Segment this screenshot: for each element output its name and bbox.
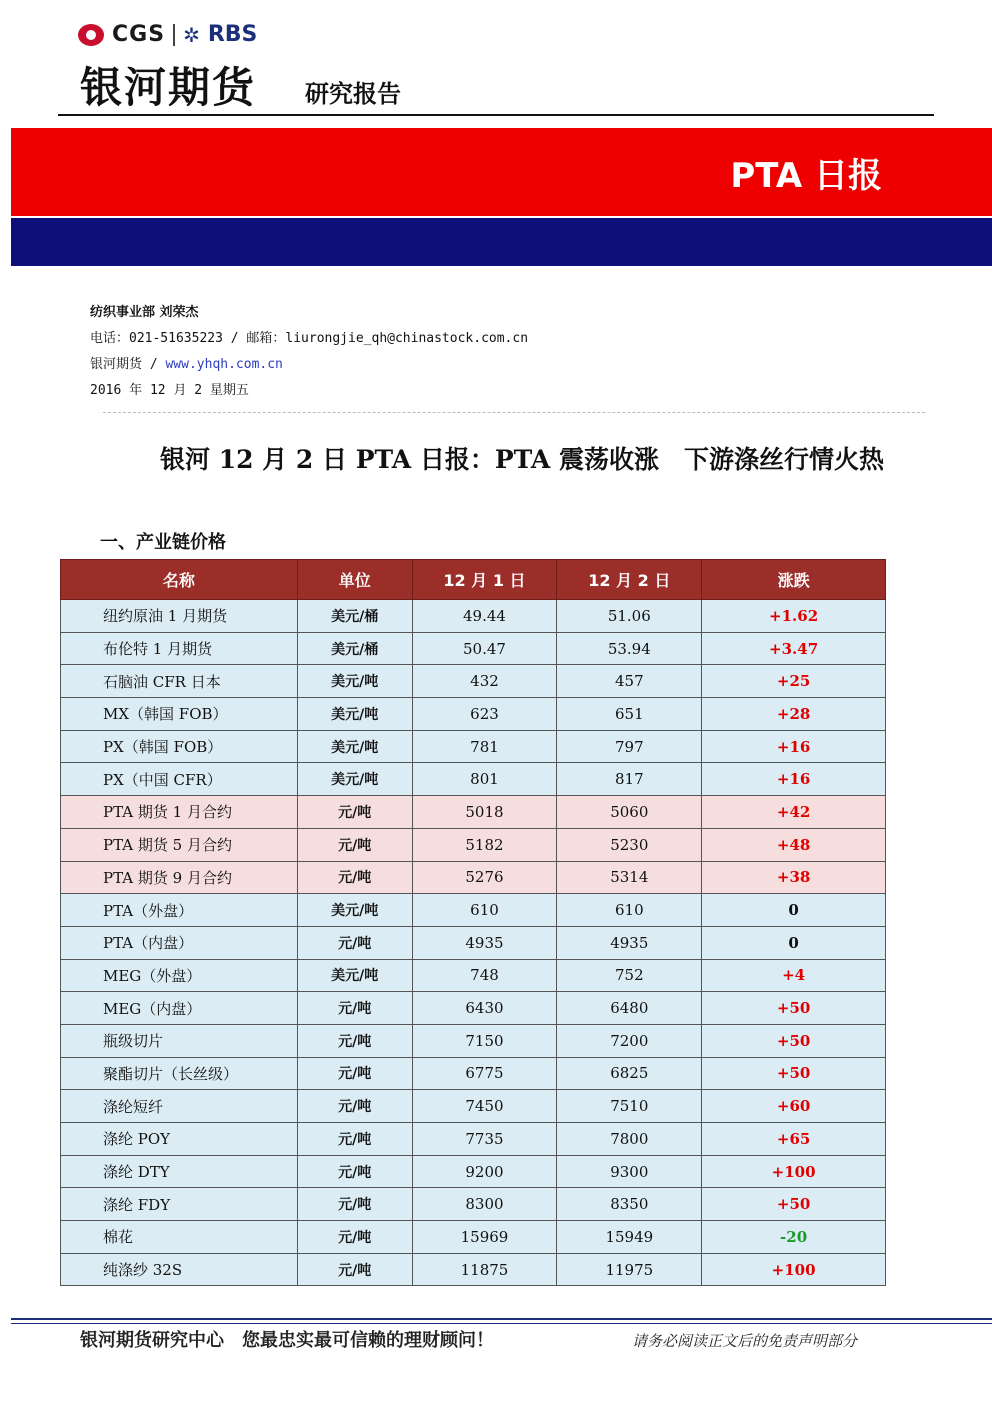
cell-name: 涤纶 DTY <box>61 1155 298 1188</box>
cell-dec1: 7450 <box>412 1090 557 1123</box>
cell-unit: 美元/吨 <box>297 894 412 927</box>
cell-change: +50 <box>702 1024 886 1057</box>
cell-dec2: 797 <box>557 730 702 763</box>
cell-unit: 美元/吨 <box>297 665 412 698</box>
cell-dec1: 7150 <box>412 1024 557 1057</box>
blue-banner <box>11 218 992 266</box>
cell-dec2: 457 <box>557 665 702 698</box>
cell-unit: 美元/吨 <box>297 698 412 731</box>
cell-dec2: 51.06 <box>557 600 702 633</box>
cell-unit: 元/吨 <box>297 1123 412 1156</box>
cell-change: +50 <box>702 1188 886 1221</box>
table-row <box>61 632 886 665</box>
cell-name: MEG（外盘） <box>61 959 298 992</box>
cell-dec2: 5230 <box>557 828 702 861</box>
cell-name: 聚酯切片（长丝级） <box>61 1057 298 1090</box>
cell-change: +4 <box>702 959 886 992</box>
cell-unit: 美元/桶 <box>297 632 412 665</box>
table-row <box>61 1024 886 1057</box>
cell-unit: 元/吨 <box>297 926 412 959</box>
cell-dec2: 5060 <box>557 796 702 829</box>
table-row <box>61 1155 886 1188</box>
cell-change: +50 <box>702 992 886 1025</box>
header-unit: 单位 <box>297 560 412 600</box>
table-row <box>61 730 886 763</box>
cell-change: +50 <box>702 1057 886 1090</box>
cell-unit: 元/吨 <box>297 1057 412 1090</box>
cell-dec1: 49.44 <box>412 600 557 633</box>
cell-name: 棉花 <box>61 1221 298 1254</box>
header-change: 涨跌 <box>702 560 886 600</box>
cell-name: 布伦特 1 月期货 <box>61 632 298 665</box>
cell-dec1: 6775 <box>412 1057 557 1090</box>
cell-change: +16 <box>702 763 886 796</box>
cell-dec1: 8300 <box>412 1188 557 1221</box>
cell-unit: 元/吨 <box>297 796 412 829</box>
cell-dec2: 7200 <box>557 1024 702 1057</box>
cell-name: 瓶级切片 <box>61 1024 298 1057</box>
cell-dec2: 7800 <box>557 1123 702 1156</box>
cell-unit: 元/吨 <box>297 992 412 1025</box>
cell-unit: 元/吨 <box>297 828 412 861</box>
company-logo <box>78 22 257 47</box>
footer-divider-thin <box>11 1323 992 1324</box>
cell-dec1: 6430 <box>412 992 557 1025</box>
title-banner <box>11 128 992 216</box>
website-link[interactable]: www.yhqh.com.cn <box>165 357 283 372</box>
cell-dec1: 7735 <box>412 1123 557 1156</box>
report-type-label: 研究报告 <box>305 80 401 108</box>
table-row <box>61 828 886 861</box>
logo-rbs-text: RBS <box>207 22 258 47</box>
cell-unit: 元/吨 <box>297 861 412 894</box>
table-row <box>61 861 886 894</box>
cell-unit: 元/吨 <box>297 1253 412 1286</box>
cell-name: PTA 期货 1 月合约 <box>61 796 298 829</box>
table-row <box>61 1253 886 1286</box>
author-contact: 电话：021-51635223 / 邮箱：liurongjie_qh@chinastock.com.cn <box>90 331 529 346</box>
cell-dec1: 610 <box>412 894 557 927</box>
report-title: PTA 日报 <box>730 156 882 196</box>
table-row <box>61 600 886 633</box>
header-divider <box>58 114 934 116</box>
table-row <box>61 992 886 1025</box>
cell-dec2: 53.94 <box>557 632 702 665</box>
cell-name: PX（中国 CFR） <box>61 763 298 796</box>
report-date: 2016 年 12 月 2 星期五 <box>90 383 249 398</box>
header-dec1: 12 月 1 日 <box>412 560 557 600</box>
cell-unit: 元/吨 <box>297 1188 412 1221</box>
cell-dec2: 7510 <box>557 1090 702 1123</box>
cell-dec2: 752 <box>557 959 702 992</box>
cell-name: 纯涤纱 32S <box>61 1253 298 1286</box>
rbs-daisy-icon: ✲ <box>183 22 200 47</box>
footer-slogan: 银河期货研究中心 您最忠实最可信赖的理财顾问！ <box>80 1330 494 1351</box>
cell-unit: 元/吨 <box>297 1090 412 1123</box>
table-row <box>61 894 886 927</box>
cell-dec2: 5314 <box>557 861 702 894</box>
table-row <box>61 1090 886 1123</box>
dashed-divider <box>103 412 925 413</box>
price-table <box>60 559 886 1286</box>
cell-name: 涤纶 POY <box>61 1123 298 1156</box>
cell-dec1: 15969 <box>412 1221 557 1254</box>
company-name: 银河期货 / <box>90 357 166 372</box>
cell-dec1: 5276 <box>412 861 557 894</box>
cell-name: 石脑油 CFR 日本 <box>61 665 298 698</box>
table-row <box>61 763 886 796</box>
cell-unit: 元/吨 <box>297 1155 412 1188</box>
cell-unit: 美元/桶 <box>297 600 412 633</box>
cell-name: PTA 期货 5 月合约 <box>61 828 298 861</box>
cell-dec2: 8350 <box>557 1188 702 1221</box>
cell-dec2: 11975 <box>557 1253 702 1286</box>
cell-unit: 元/吨 <box>297 1221 412 1254</box>
cell-change: +16 <box>702 730 886 763</box>
table-row <box>61 926 886 959</box>
cell-change: +42 <box>702 796 886 829</box>
cell-change: +100 <box>702 1155 886 1188</box>
cell-change: +28 <box>702 698 886 731</box>
table-row <box>61 665 886 698</box>
header-name: 名称 <box>61 560 298 600</box>
cell-dec2: 817 <box>557 763 702 796</box>
cell-name: 纽约原油 1 月期货 <box>61 600 298 633</box>
footer-divider <box>11 1318 992 1320</box>
logo-divider <box>173 24 175 46</box>
table-row <box>61 1123 886 1156</box>
cell-name: 涤纶短纤 <box>61 1090 298 1123</box>
table-row <box>61 1057 886 1090</box>
table-row <box>61 1188 886 1221</box>
cell-dec1: 5018 <box>412 796 557 829</box>
cell-name: PTA（外盘） <box>61 894 298 927</box>
cell-dec1: 623 <box>412 698 557 731</box>
company-website-line <box>90 352 528 378</box>
brand-name: 银河期货 <box>80 63 257 112</box>
cell-dec2: 9300 <box>557 1155 702 1188</box>
author-block <box>90 300 528 404</box>
cell-dec1: 801 <box>412 763 557 796</box>
table-row <box>61 796 886 829</box>
cell-change: -20 <box>702 1221 886 1254</box>
cell-name: MEG（内盘） <box>61 992 298 1025</box>
cell-dec1: 748 <box>412 959 557 992</box>
cell-name: PTA 期货 9 月合约 <box>61 861 298 894</box>
cell-change: +1.62 <box>702 600 886 633</box>
cell-dec2: 610 <box>557 894 702 927</box>
cell-unit: 美元/吨 <box>297 730 412 763</box>
cell-dec1: 781 <box>412 730 557 763</box>
cell-dec2: 6480 <box>557 992 702 1025</box>
report-headline: 银河 12 月 2 日 PTA 日报：PTA 震荡收涨 下游涤丝行情火热 <box>160 445 884 474</box>
table-header-row <box>61 560 886 600</box>
cell-change: +48 <box>702 828 886 861</box>
cell-unit: 美元/吨 <box>297 763 412 796</box>
cell-change: +38 <box>702 861 886 894</box>
footer-disclaimer: 请务必阅读正文后的免责声明部分 <box>632 1332 858 1350</box>
cell-dec2: 651 <box>557 698 702 731</box>
cell-change: +65 <box>702 1123 886 1156</box>
cgs-logo-icon <box>78 24 104 46</box>
cell-name: 涤纶 FDY <box>61 1188 298 1221</box>
cell-dec2: 15949 <box>557 1221 702 1254</box>
author-department: 纺织事业部 刘荣杰 <box>90 305 199 320</box>
cell-unit: 美元/吨 <box>297 959 412 992</box>
cell-change: 0 <box>702 894 886 927</box>
cell-unit: 元/吨 <box>297 1024 412 1057</box>
cell-dec2: 6825 <box>557 1057 702 1090</box>
cell-change: 0 <box>702 926 886 959</box>
cell-change: +60 <box>702 1090 886 1123</box>
cell-dec1: 9200 <box>412 1155 557 1188</box>
cell-dec2: 4935 <box>557 926 702 959</box>
section-title: 一、产业链价格 <box>100 532 226 553</box>
cell-name: MX（韩国 FOB） <box>61 698 298 731</box>
cell-change: +25 <box>702 665 886 698</box>
table-row <box>61 698 886 731</box>
cell-dec1: 4935 <box>412 926 557 959</box>
header-dec2: 12 月 2 日 <box>557 560 702 600</box>
table-row <box>61 1221 886 1254</box>
cell-name: PTA（内盘） <box>61 926 298 959</box>
cell-dec1: 11875 <box>412 1253 557 1286</box>
logo-cgs-text: CGS <box>112 22 166 47</box>
cell-dec1: 432 <box>412 665 557 698</box>
cell-dec1: 5182 <box>412 828 557 861</box>
cell-change: +100 <box>702 1253 886 1286</box>
table-row <box>61 959 886 992</box>
cell-dec1: 50.47 <box>412 632 557 665</box>
cell-name: PX（韩国 FOB） <box>61 730 298 763</box>
cell-change: +3.47 <box>702 632 886 665</box>
